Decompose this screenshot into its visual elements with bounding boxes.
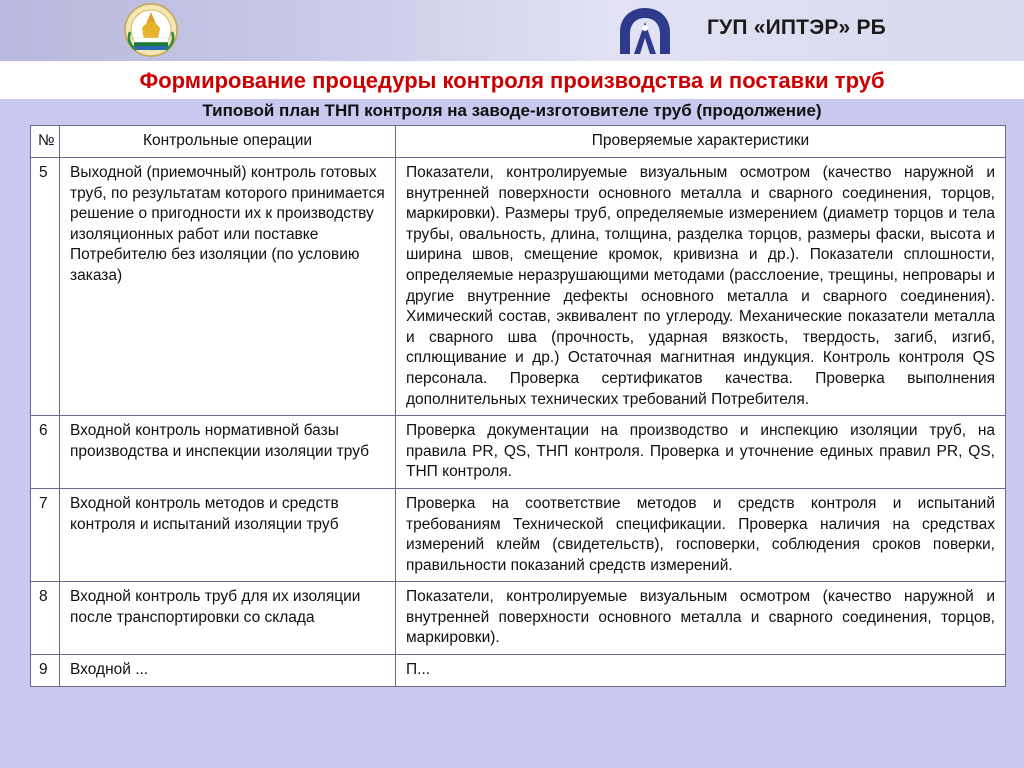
- table-subtitle: Типовой план ТНП контроля на заводе-изготовителе труб (продолжение): [202, 101, 822, 120]
- row-operation: Входной контроль методов и средств контроля и испытаний изоляции труб: [60, 488, 396, 581]
- ipter-logo-icon: [616, 6, 674, 56]
- table-row: [31, 655, 1006, 687]
- slide-title: Формирование процедуры контроля производства и поставки труб: [0, 64, 1024, 98]
- table-row: [31, 416, 1006, 489]
- table-row: [31, 582, 1006, 655]
- content-area: [0, 99, 1024, 768]
- row-characteristics: Проверка на соответствие методов и средств контроля и испытаний требованиям Технической спецификации. Проверка наличия на средствах измерений клейм (свидетельств), госповерки, соблюдения сроков поверки, правильности показаний средств измерений.: [396, 488, 1006, 581]
- row-number: 5: [31, 158, 60, 416]
- table-header-row: [31, 126, 1006, 158]
- row-operation: Входной контроль нормативной базы производства и инспекции изоляции труб: [60, 416, 396, 489]
- bashkortostan-emblem-icon: [120, 2, 182, 59]
- row-operation: Выходной (приемочный) контроль готовых труб, по результатам которого принимается решение о пригодности их к производству изоляционных работ или поставке Потребителю без изоляции (по условию заказа): [60, 158, 396, 416]
- row-number: 7: [31, 488, 60, 581]
- column-header-operations: Контрольные операции: [60, 126, 396, 158]
- organization-name: ГУП «ИПТЭР» РБ: [707, 16, 886, 39]
- column-header-number: №: [31, 126, 60, 158]
- table-row: [31, 158, 1006, 416]
- row-characteristics: Проверка документации на производство и инспекцию изоляции труб, на правила PR, QS, ТНП контроля. Проверка и уточнение единых правил PR, QS, ТНП контроля.: [396, 416, 1006, 489]
- row-number: 9: [31, 655, 60, 687]
- header-bar: [0, 0, 1024, 61]
- row-characteristics: Показатели, контролируемые визуальным осмотром (качество наружной и внутренней поверхности основного металла и сварного соединения, торцов, маркировки).: [396, 582, 1006, 655]
- column-header-characteristics: Проверяемые характеристики: [396, 126, 1006, 158]
- row-characteristics: П...: [396, 655, 1006, 687]
- table-row: [31, 488, 1006, 581]
- row-number: 6: [31, 416, 60, 489]
- row-characteristics: Показатели, контролируемые визуальным осмотром (качество наружной и внутренней поверхности основного металла и сварного соединения, торцов, маркировки). Размеры труб, определяемые измерением (диаметр торцов и тела трубы, овальность, длина, толщина, разделка торцов, размеры фаски, высота и ширина швов, смещение кромок, кривизна и др.). Показатели сплошности, определяемые неразрушающими методами (расслоение, трещины, непровары и другие внутренние дефекты основного металла и сварного соединения). Химический состав, эквивалент по углероду. Механические показатели металла и сварного шва (прочность, ударная вязкость, твердость, загиб, изгиб, сплющивание и др.) Остаточная магнитная индукция. Контроль контроля QS персонала. Проверка сертификатов качества. Проверка выполнения дополнительных технических требований Потребителя.: [396, 158, 1006, 416]
- row-operation: Входной ...: [60, 655, 396, 687]
- row-operation: Входной контроль труб для их изоляции после транспортировки со склада: [60, 582, 396, 655]
- control-plan-table: [30, 125, 1006, 687]
- row-number: 8: [31, 582, 60, 655]
